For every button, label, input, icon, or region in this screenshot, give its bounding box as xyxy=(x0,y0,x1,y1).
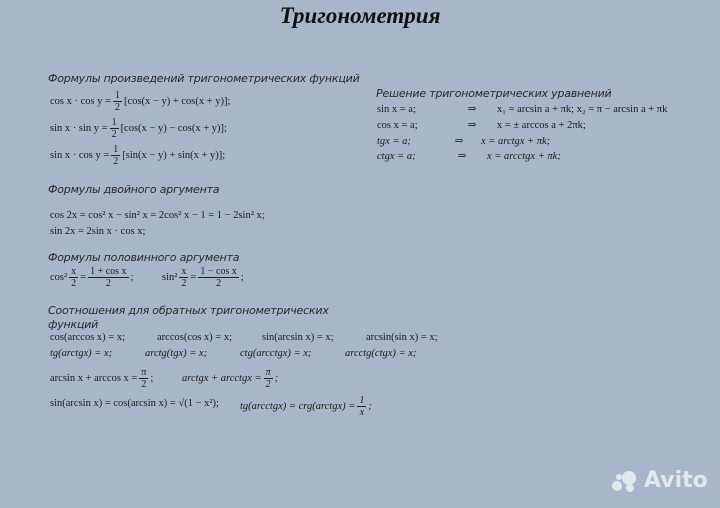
avito-logo-icon xyxy=(612,469,640,493)
equation-row-3: tgx = a; ⇒ x = arctgx + πk; xyxy=(377,135,551,147)
equation-row-2: cos x = a; ⇒ x = ± arccos a + 2πk; xyxy=(377,119,586,131)
section-heading-equations: Решение тригонометрических уравнений xyxy=(376,87,612,100)
inverse-row-1-b: arccos(cos x) = x; xyxy=(157,332,233,343)
inverse-comp-2: tg(arcctgx) = crg(arctgx) = $\frac{1}{x}$ ; xyxy=(240,395,372,418)
formula-product-3: sin x · cos y = $\frac{1}{2}$ [sin(x − y) + sin(x + y)]; xyxy=(50,144,226,167)
formula-product-2: sin x · sin y = $\frac{1}{2}$ [cos(x − y) − cos(x + y)]; xyxy=(50,117,227,140)
inverse-row-1-d: arcsin(sin x) = x; xyxy=(366,332,438,343)
section-heading-inverse-2: функций xyxy=(48,318,99,331)
avito-logo-text: Avito xyxy=(644,468,708,493)
section-heading-double: Формулы двойного аргумента xyxy=(48,183,220,196)
inverse-sum-2: arctgx + arcctgx = $\frac{\pi}{2}$ ; xyxy=(182,367,279,390)
formula-product-1: cos x · cos y = $\frac{1}{2}$ [cos(x − y) + cos(x + y)]; xyxy=(50,90,231,113)
inverse-comp-1: sin(arcsin x) = cos(arcsin x) = √(1 − x²); xyxy=(50,398,219,409)
inverse-sum-1: arcsin x + arccos x = $\frac{\pi}{2}$ ; xyxy=(50,367,154,390)
formula-double-1: cos 2x = cos² x − sin² x = 2cos² x − 1 = 1 − 2sin² x; xyxy=(50,210,265,221)
inverse-row-2-d: arcctg(ctgx) = x; xyxy=(345,348,417,359)
avito-watermark xyxy=(612,468,708,493)
equation-row-4: ctgx = a; ⇒ x = arcctgx + πk; xyxy=(377,150,561,162)
formula-double-2: sin 2x = 2sin x · cos x; xyxy=(50,226,146,237)
inverse-row-1-a: cos(arccos x) = x; xyxy=(50,332,126,343)
section-heading-inverse: Соотношения для обратных тригонометрических xyxy=(48,304,329,317)
page-title: Тригонометрия xyxy=(279,3,441,28)
section-heading-half: Формулы половинного аргумента xyxy=(48,251,240,264)
inverse-row-2-a: tg(arctgx) = x; xyxy=(50,348,113,359)
inverse-row-2-b: arctg(tgx) = x; xyxy=(145,348,208,359)
formula-half-cos: cos² $\frac{x}{2}$ = $\frac{\text{1 + cos x}}{2}$ ; xyxy=(50,266,134,289)
inverse-row-1-c: sin(arcsin x) = x; xyxy=(262,332,334,343)
inverse-row-2-c: ctg(arcctgx) = x; xyxy=(240,348,312,359)
section-heading-products: Формулы произведений тригонометрических функций xyxy=(48,72,360,85)
formula-half-sin: sin² $\frac{x}{2}$ = $\frac{\text{1 − cos x}}{2}$ ; xyxy=(162,266,244,289)
equation-row-1: sin x = a; ⇒ x₁ = arcsin a + πk; x₂ = π − arcsin a + πk xyxy=(377,103,668,115)
